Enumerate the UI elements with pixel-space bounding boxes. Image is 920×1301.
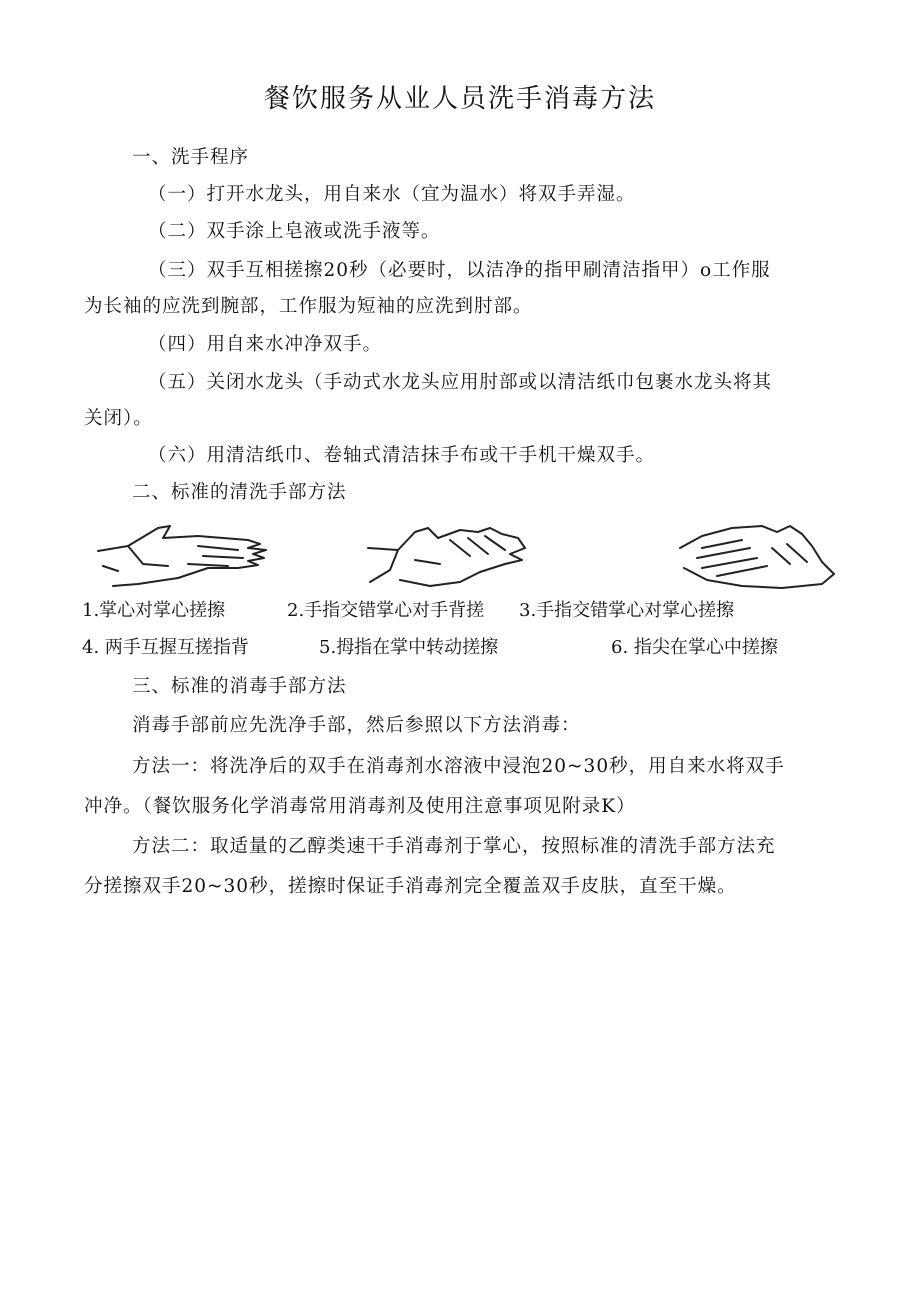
section3-heading: 三、标准的消毒手部方法: [132, 676, 347, 697]
caption-6: 6. 指尖在掌心中搓擦: [611, 637, 778, 658]
page-title: 餐饮服务从业人员洗手消毒方法: [263, 84, 656, 114]
caption-3: 3.手指交错掌心对掌心搓擦: [519, 600, 735, 621]
disinfect-intro: 消毒手部前应先洗净手部，然后参照以下方法消毒：: [132, 715, 581, 736]
method-1-line-1: 方法一：将洗净后的双手在消毒剂水溶液中浸泡20~30秒，用自来水将双手: [132, 756, 785, 777]
hand-back-interlaced-icon: [360, 520, 540, 592]
step-5-line-2: 关闭）。: [84, 408, 153, 429]
step-2: （二）双手涂上皂液或洗手液等。: [148, 221, 441, 242]
step-6: （六）用清洁纸巾、卷轴式清洁抹手布或干手机干燥双手。: [148, 445, 656, 466]
caption-4: 4. 两手互握互搓指背: [82, 637, 249, 658]
caption-1: 1.掌心对掌心搓擦: [82, 600, 226, 621]
step-4: （四）用自来水冲净双手。: [148, 334, 383, 355]
step-3-line-2: 为长袖的应洗到腕部，工作服为短袖的应洗到肘部。: [84, 296, 533, 317]
step-3-line-1: （三）双手互相搓擦20秒（必要时，以洁净的指甲刷清洁指甲）o工作服: [148, 260, 771, 281]
section1-heading: 一、洗手程序: [132, 147, 250, 168]
step-1: （一）打开水龙头，用自来水（宜为温水）将双手弄湿。: [148, 184, 636, 205]
step-5-line-1: （五）关闭水龙头（手动式水龙头应用肘部或以清洁纸巾包裹水龙头将其: [148, 372, 773, 393]
caption-5: 5.拇指在掌中转动搓擦: [319, 637, 499, 658]
hand-fingers-interlaced-icon: [672, 518, 842, 593]
hand-palm-to-palm-icon: [88, 516, 288, 591]
method-2-line-1: 方法二：取适量的乙醇类速干手消毒剂于掌心，按照标准的清洗手部方法充: [132, 836, 776, 857]
method-2-line-2: 分搓擦双手20~30秒，搓擦时保证手消毒剂完全覆盖双手皮肤，直至干燥。: [84, 876, 737, 897]
section2-heading: 二、标准的清洗手部方法: [132, 482, 347, 503]
method-1-line-2: 冲净。（餐饮服务化学消毒常用消毒剂及使用注意事项见附录K）: [84, 796, 636, 817]
caption-2: 2.手指交错掌心对手背搓: [287, 600, 485, 621]
